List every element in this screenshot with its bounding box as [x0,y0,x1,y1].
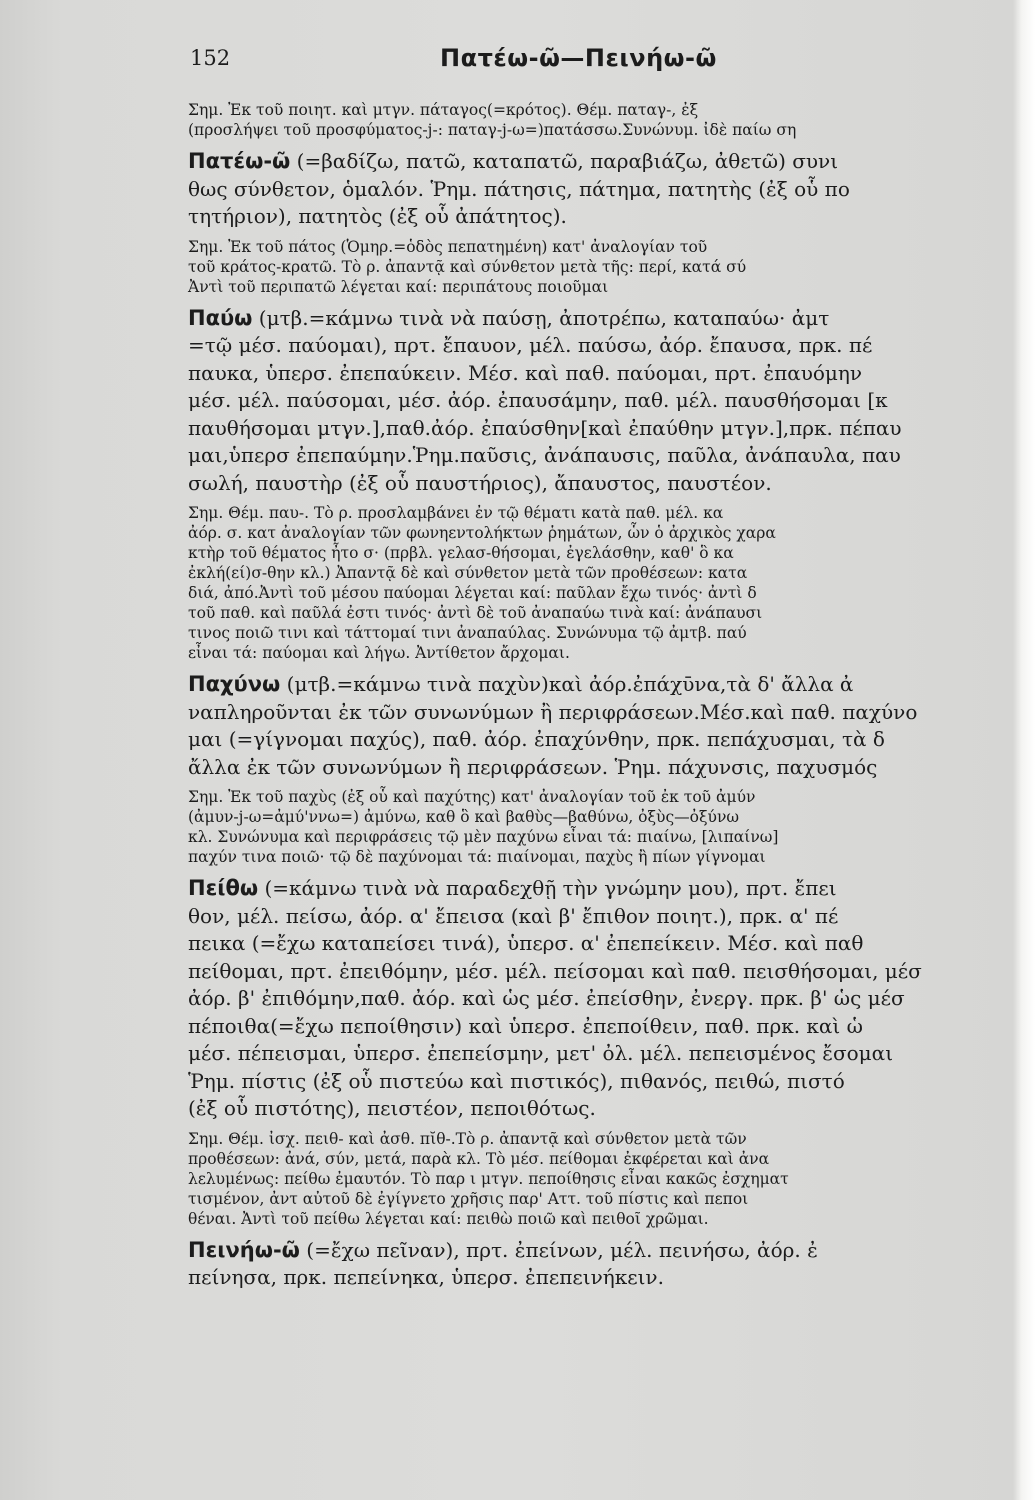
entry-text: (=ἔχω πεῖναν), πρτ. ἐπείνων, μέλ. πεινήσω, ἀόρ. ἐ [299,1237,818,1262]
note-line: Σημ. Ἐκ τοῦ πάτος (Ὁμηρ.=ὁδὸς πεπατημένη) κατ' ἀναλογίαν τοῦ [188,237,708,256]
note-line: Σημ. Ἐκ τοῦ ποιητ. καὶ μτγν. πάταγος(=κρότος). Θέμ. παταγ-, ἐξ [188,101,699,119]
note-line: θέναι. Ἀντὶ τοῦ πείθω λέγεται καί: πειθὼ ποιῶ καὶ πειθοῖ χρῶμαι. [188,1209,709,1228]
entry-line: μαι,ὑπερσ ἐπεπαύμην.Ῥημ.παῦσις, ἀνάπαυσις, παῦλα, ἀνάπαυλα, παυ [188,443,901,467]
entry-line [188,875,1035,903]
entry-line: μέσ. μέλ. παύσομαι, μέσ. ἀόρ. ἐπαυσάμην, παθ. μέλ. παυσθήσομαι [κ [188,388,888,412]
note-line: εἶναι τά: παύομαι καὶ λήγω. Ἀντίθετον ἄρχομαι. [188,644,570,662]
note-line: προθέσεων: ἀνά, σύν, μετά, παρὰ κλ. Τὸ μέσ. πείθομαι ἐκφέρεται καὶ ἀνα [188,1149,770,1168]
note-line: παχύν τινα ποιῶ· τῷ δὲ παχύνομαι τά: πιαίνομαι, παχὺς ἢ πίων γίγνομαι [188,848,766,866]
entry-line: πείθομαι, πρτ. ἐπειθόμην, μέσ. μέλ. πείσομαι καὶ παθ. πεισθήσομαι, μέσ [188,958,922,983]
note-line: (ἀμυν-j-ω=ἀμύ'ννω=) ἀμύνω, καθ ὃ καὶ βαθὺς—βαθύνω, ὀξὺς—ὀξύνω [188,808,740,826]
grammar-note [188,1129,1035,1229]
note-line: ἀόρ. σ. κατ ἀναλογίαν τῶν φωνηεντολήκτων ῥημάτων, ὧν ὁ ἀρχικὸς χαρα [188,524,776,542]
grammar-note [188,787,1035,867]
note-line: κλ. Συνώνυμα καὶ περιφράσεις τῷ μὲν παχύνω εἶναι τά: πιαίνω, [λιπαίνω] [188,828,779,846]
note-line: τοῦ παθ. καὶ παῦλά ἐστι τινός· ἀντὶ δὲ τοῦ ἀναπαύω τινὰ καί: ἀνάπαυσι [188,604,763,622]
note-line: τινος ποιῶ τινι καὶ τάττομαί τινι ἀναπαύλας. Συνώνυμα τῷ ἀμτβ. παύ [188,624,747,642]
headword: Πεινήω-ῶ [188,1237,300,1262]
note-line: λελυμένως: πείθω ἐμαυτόν. Τὸ παρ ι μτγν. πεποίθησις εἶναι κακῶς ἐσχηματ [188,1169,789,1188]
entry-line: Ῥημ. πίστις (ἐξ οὗ πιστεύω καὶ πιστικός), πιθανός, πειθώ, πιστό [188,1068,845,1093]
block-gap [188,140,1035,148]
entry-line: (ἐξ οὗ πιστότης), πειστέον, πεποιθότως. [188,1096,596,1120]
note-line: Σημ. Θέμ. ἰσχ. πειθ- καὶ ἀσθ. πῐθ-.Τὸ ρ. ἀπαντᾷ καὶ σύνθετον μετὰ τῶν [188,1129,747,1148]
headword: Παχύνω [188,672,281,696]
dictionary-entry [188,671,1035,781]
note-line: Σημ. Ἐκ τοῦ παχὺς (ἐξ οὗ καὶ παχύτης) κατ' ἀναλογίαν τοῦ ἐκ τοῦ ἀμύν [188,788,756,806]
block-gap [188,663,1035,671]
note-line: Σημ. Θέμ. παυ-. Τὸ ρ. προσλαμβάνει ἐν τῷ θέματι κατὰ παθ. μέλ. κα [188,504,724,522]
entry-line: θον, μέλ. πείσω, ἀόρ. α' ἔπεισα (καὶ β' ἔπιθον ποιητ.), πρκ. α' πέ [188,903,839,928]
entry-line: ναπληροῦνται ἐκ τῶν συνωνύμων ἢ περιφράσεων.Μέσ.καὶ παθ. παχύνο [188,699,918,724]
entry-line: παυθήσομαι μτγν.],παθ.ἀόρ. ἐπαύσθην[καὶ ἐπαύθην μτγν.],πρκ. πέπαυ [188,415,902,440]
block-gap [188,1229,1035,1237]
entry-line: =τῷ μέσ. παύομαι), πρτ. ἔπαυον, μέλ. παύσω, ἀόρ. ἔπαυσα, πρκ. πέ [188,333,873,357]
note-line: κτὴρ τοῦ θέματος ἦτο σ· (πρβλ. γελασ-θήσομαι, ἐγελάσθην, καθ' ὃ κα [188,544,734,562]
note-line: τισμένον, ἀντ αὐτοῦ δὲ ἐγίγνετο χρῆσις παρ' Αττ. τοῦ πίστις καὶ πεποι [188,1189,749,1208]
dictionary-entry [188,305,1035,498]
grammar-note [188,237,1035,297]
entry-line: ἄλλα ἐκ τῶν συνωνύμων ἢ περιφράσεων. Ῥημ. πάχυνσις, παχυσμός [188,754,878,779]
dictionary-entry [188,1237,1035,1292]
page-header [190,46,990,76]
entry-line [188,305,1035,333]
page-edge [1013,0,1035,1500]
entry-line: πείνησα, πρκ. πεπείνηκα, ὑπερσ. ἐπεπεινήκειν. [188,1265,664,1289]
headword: Παύω [188,305,253,330]
note-line: ἐκλή(εί)σ-θην κλ.) Ἀπαντᾷ δὲ καὶ σύνθετον μετὰ τῶν προθέσεων: κατα [188,564,748,582]
entry-text: (μτβ.=κάμνω τινὰ νὰ παύσῃ, ἀποτρέπω, καταπαύω· ἀμτ [252,305,830,330]
dictionary-content [188,100,1035,1298]
grammar-note [188,100,1035,140]
running-title: Πατέω-ῶ—Πεινήω-ῶ [440,44,717,72]
entry-text: (=κάμνω τινὰ νὰ παραδεχθῇ τὴν γνώμην μου), πρτ. ἔπει [258,876,837,900]
headword: Πείθω [188,876,259,900]
entry-line: σωλή, παυστὴρ (ἐξ οὗ παυστήριος), ἄπαυστος, παυστέον. [188,470,772,495]
entry-line: μέσ. πέπεισμαι, ὑπερσ. ἐπεπείσμην, μετ' ὀλ. μέλ. πεπεισμένος ἔσομαι [188,1041,894,1065]
note-line: διά, ἀπό.Ἀντὶ τοῦ μέσου παύομαι λέγεται καί: παῦλαν ἔχω τινός· ἀντὶ δ [188,584,757,602]
entry-line [188,148,1035,176]
grammar-note [188,503,1035,663]
entry-line: πεικα (=ἔχω καταπείσει τινά), ὑπερσ. α' ἐπεπείκειν. Μέσ. καὶ παθ [188,931,864,955]
entry-line: τητήριον), πατητὸς (ἐξ οὗ ἀπάτητος). [188,204,567,228]
page-number: 152 [190,46,231,70]
entry-line [188,671,1035,699]
entry-line: πέποιθα(=ἔχω πεποίθησιν) καὶ ὑπερσ. ἐπεποίθειν, παθ. πρκ. καὶ ὡ [188,1013,863,1038]
entry-line: παυκα, ὑπερσ. ἐπεπαύκειν. Μέσ. καὶ παθ. παύομαι, πρτ. ἐπαυόμην [188,360,863,385]
headword: Πατέω-ῶ [188,149,291,173]
entry-line: μαι (=γίγνομαι παχύς), παθ. ἀόρ. ἐπαχύνθην, πρκ. πεπάχυσμαι, τὰ δ [188,727,885,751]
dictionary-entry [188,148,1035,231]
block-gap [188,1292,1035,1298]
note-line: τοῦ κράτος-κρατῶ. Τὸ ρ. ἀπαντᾷ καὶ σύνθετον μετὰ τῆς: περί, κατά σύ [188,257,747,276]
block-gap [188,867,1035,875]
dictionary-entry [188,875,1035,1123]
entry-text: (μτβ.=κάμνω τινὰ παχὺν)καὶ ἀόρ.ἐπάχῡνα,τὰ δ' ἄλλα ἀ [280,672,854,696]
note-line: Ἀντὶ τοῦ περιπατῶ λέγεται καί: περιπάτους ποιοῦμαι [188,277,609,296]
entry-text: (=βαδίζω, πατῶ, καταπατῶ, παραβιάζω, ἀθετῶ) συνι [290,149,839,173]
block-gap [188,297,1035,305]
entry-line: θως σύνθετον, ὁμαλόν. Ῥημ. πάτησις, πάτημα, πατητὴς (ἐξ οὗ πο [188,176,850,201]
note-line: (προσλήψει τοῦ προσφύματος-j-: παταγ-j-ω=)πατάσσω.Συνώνυμ. ἰδὲ παίω ση [188,121,797,139]
entry-line [188,1237,1035,1265]
entry-line: ἀόρ. β' ἐπιθόμην,παθ. ἀόρ. καὶ ὡς μέσ. ἐπείσθην, ἐνεργ. πρκ. β' ὡς μέσ [188,986,905,1010]
